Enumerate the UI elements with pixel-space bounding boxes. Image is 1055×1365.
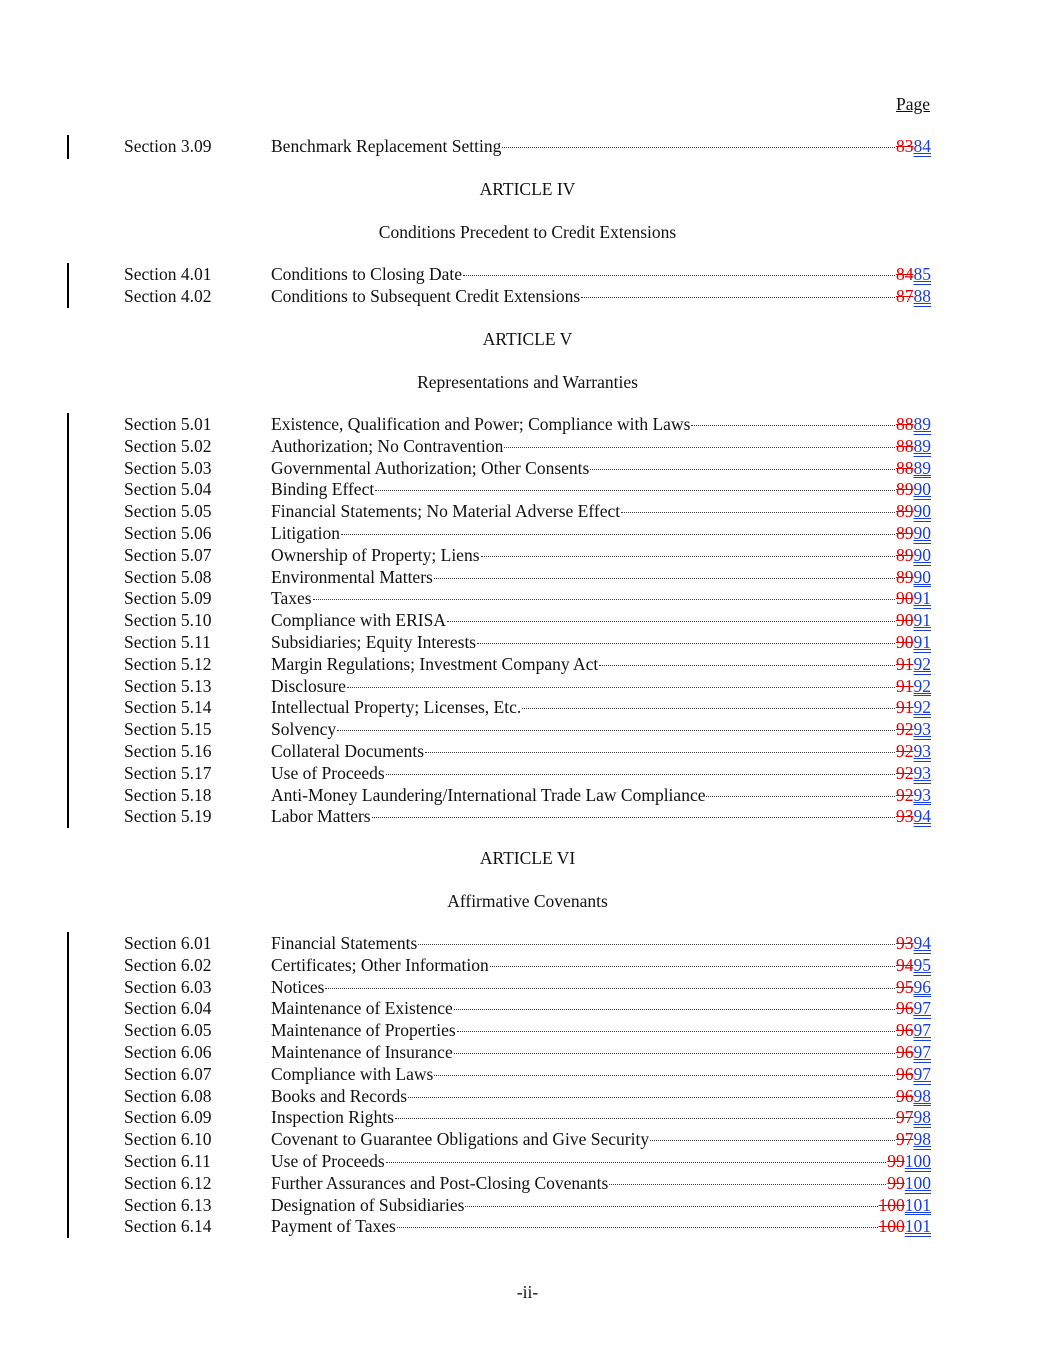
section-title: Financial Statements; No Material Adverse Effect	[271, 501, 621, 522]
toc-entry[interactable]	[0, 719, 1055, 741]
dot-leader	[347, 687, 895, 688]
section-title: Intellectual Property; Licenses, Etc.	[271, 697, 522, 718]
new-page-number: 95	[913, 954, 931, 975]
toc-entry[interactable]	[0, 1151, 1055, 1173]
old-page-number: 99	[887, 1172, 905, 1193]
page-ref	[896, 719, 931, 741]
dot-leader	[397, 1227, 878, 1228]
section-number: Section 5.03	[124, 457, 212, 478]
section-title: Covenant to Guarantee Obligations and Give Security	[271, 1129, 650, 1150]
page-ref	[896, 955, 931, 977]
dot-leader	[372, 817, 895, 818]
toc-entry[interactable]	[0, 286, 1055, 308]
dot-leader	[481, 556, 895, 557]
page-ref	[896, 523, 931, 545]
dot-leader	[418, 944, 895, 945]
page-ref	[896, 414, 931, 436]
toc-entry[interactable]	[0, 414, 1055, 436]
section-title: Benchmark Replacement Setting	[271, 136, 502, 156]
dot-leader	[408, 1097, 895, 1098]
toc-group-article-iv	[0, 264, 1055, 308]
section-title: Maintenance of Insurance	[271, 1041, 453, 1062]
section-title: Payment of Taxes	[271, 1216, 396, 1237]
toc-group-article-vi	[0, 933, 1055, 1238]
new-page-number: 89	[913, 414, 931, 434]
toc-entry[interactable]	[0, 588, 1055, 610]
page-ref	[896, 632, 931, 654]
dot-leader	[454, 1053, 895, 1054]
page-ref	[896, 479, 931, 501]
section-number: Section 5.15	[124, 719, 212, 740]
section-number: Section 6.08	[124, 1085, 212, 1106]
section-number: Section 5.19	[124, 806, 212, 827]
page-ref	[896, 436, 931, 458]
section-title: Compliance with ERISA	[271, 610, 446, 631]
section-title: Labor Matters	[271, 806, 371, 827]
new-page-number: 92	[913, 697, 931, 718]
dot-leader	[325, 988, 895, 989]
page-ref	[896, 654, 931, 676]
toc-entry[interactable]	[0, 436, 1055, 458]
page-ref	[896, 588, 931, 610]
page-ref	[896, 136, 931, 158]
section-title: Ownership of Property; Liens	[271, 544, 480, 565]
old-page-number: 89	[896, 479, 914, 500]
toc-entry[interactable]	[0, 654, 1055, 676]
section-title: Conditions to Closing Date	[271, 264, 463, 284]
dot-leader	[621, 512, 895, 513]
page-number-footer: -ii-	[516, 1282, 539, 1302]
article-heading: ARTICLE V	[482, 329, 573, 349]
dot-leader	[706, 796, 895, 797]
old-page-number: 95	[896, 976, 914, 997]
toc-entry[interactable]	[0, 1086, 1055, 1108]
toc-group-3	[0, 136, 1055, 158]
new-page-number: 93	[913, 740, 931, 761]
old-page-number: 92	[896, 784, 914, 805]
section-number: Section 6.09	[124, 1107, 212, 1128]
toc-entry[interactable]	[0, 785, 1055, 807]
dot-leader	[447, 621, 895, 622]
new-page-number: 96	[913, 976, 931, 997]
old-page-number: 88	[896, 414, 914, 434]
toc-entry[interactable]	[0, 697, 1055, 719]
dot-leader	[395, 1118, 895, 1119]
section-title: Governmental Authorization; Other Consents	[271, 457, 590, 478]
toc-group-article-v	[0, 414, 1055, 828]
section-title: Notices	[271, 976, 325, 997]
page-ref	[896, 1129, 931, 1151]
old-page-number: 96	[896, 1020, 914, 1041]
new-page-number: 89	[913, 435, 931, 456]
new-page-number: 94	[913, 933, 931, 953]
section-number: Section 6.04	[124, 998, 212, 1019]
dot-leader	[434, 578, 895, 579]
section-number: Section 6.02	[124, 954, 212, 975]
section-title: Margin Regulations; Investment Company Act	[271, 653, 599, 674]
new-page-number: 91	[913, 610, 931, 631]
section-title: Environmental Matters	[271, 566, 433, 587]
old-page-number: 93	[896, 933, 914, 953]
section-number: Section 6.01	[124, 933, 212, 953]
section-number: Section 5.01	[124, 414, 212, 434]
old-page-number: 96	[896, 998, 914, 1019]
page-ref	[896, 763, 931, 785]
section-number: Section 5.12	[124, 653, 212, 674]
old-page-number: 97	[896, 1107, 914, 1128]
page-ref	[896, 501, 931, 523]
toc-entry[interactable]	[0, 1020, 1055, 1042]
page-ref	[896, 1086, 931, 1108]
old-page-number: 89	[896, 522, 914, 543]
toc-entry[interactable]	[0, 763, 1055, 785]
dot-leader	[454, 1009, 895, 1010]
dot-leader	[386, 1162, 887, 1163]
section-title: Taxes	[271, 588, 312, 609]
old-page-number: 93	[896, 806, 914, 827]
dot-leader	[434, 1075, 895, 1076]
section-number: Section 5.13	[124, 675, 212, 696]
page-ref	[879, 1195, 932, 1217]
old-page-number: 88	[896, 435, 914, 456]
section-title: Maintenance of Existence	[271, 998, 453, 1019]
dot-leader	[599, 665, 895, 666]
dot-leader	[650, 1140, 895, 1141]
new-page-number: 90	[913, 522, 931, 543]
old-page-number: 94	[896, 954, 914, 975]
section-title: Compliance with Laws	[271, 1063, 434, 1084]
new-page-number: 91	[913, 588, 931, 609]
page-ref	[896, 1107, 931, 1129]
toc-entry[interactable]	[0, 479, 1055, 501]
new-page-number: 92	[913, 653, 931, 674]
old-page-number: 90	[896, 610, 914, 631]
page-ref	[896, 567, 931, 589]
old-page-number: 89	[896, 501, 914, 522]
new-page-number: 90	[913, 479, 931, 500]
old-page-number: 91	[896, 697, 914, 718]
page-ref	[896, 286, 931, 308]
old-page-number: 90	[896, 631, 914, 652]
article-heading: ARTICLE VI	[479, 848, 576, 868]
section-title: Anti-Money Laundering/International Trade Law Compliance	[271, 784, 706, 805]
section-title: Inspection Rights	[271, 1107, 394, 1128]
section-title: Certificates; Other Information	[271, 954, 489, 975]
page-ref	[887, 1173, 931, 1195]
section-number: Section 3.09	[124, 136, 212, 156]
new-page-number: 100	[904, 1150, 931, 1171]
old-page-number: 89	[896, 566, 914, 587]
new-page-number: 90	[913, 501, 931, 522]
section-number: Section 6.07	[124, 1063, 212, 1084]
section-number: Section 6.03	[124, 976, 212, 997]
page-ref	[896, 676, 931, 698]
new-page-number: 97	[913, 1020, 931, 1041]
old-page-number: 96	[896, 1063, 914, 1084]
section-number: Section 6.12	[124, 1172, 212, 1193]
section-number: Section 6.10	[124, 1129, 212, 1150]
old-page-number: 100	[878, 1194, 905, 1215]
section-number: Section 5.02	[124, 435, 212, 456]
page-ref	[896, 741, 931, 763]
dot-leader	[581, 297, 895, 298]
dot-leader	[313, 599, 895, 600]
page-ref	[896, 610, 931, 632]
section-title: Disclosure	[271, 675, 346, 696]
new-page-number: 84	[913, 136, 931, 156]
section-number: Section 5.14	[124, 697, 212, 718]
page-ref	[896, 977, 931, 999]
section-title: Use of Proceeds	[271, 762, 385, 783]
page-ref	[896, 998, 931, 1020]
page-ref	[896, 545, 931, 567]
new-page-number: 100	[904, 1172, 931, 1193]
toc-entry[interactable]	[0, 1173, 1055, 1195]
section-title: Solvency	[271, 719, 337, 740]
old-page-number: 91	[896, 653, 914, 674]
new-page-number: 85	[913, 264, 931, 284]
toc-entry[interactable]	[0, 264, 1055, 286]
section-number: Section 5.18	[124, 784, 212, 805]
page-ref	[879, 1216, 932, 1238]
section-title: Further Assurances and Post-Closing Covenants	[271, 1172, 609, 1193]
section-title: Use of Proceeds	[271, 1150, 385, 1171]
toc-entry[interactable]	[0, 741, 1055, 763]
section-number: Section 5.04	[124, 479, 212, 500]
section-number: Section 5.05	[124, 501, 212, 522]
new-page-number: 91	[913, 631, 931, 652]
new-page-number: 94	[913, 806, 931, 827]
new-page-number: 93	[913, 762, 931, 783]
toc-entry[interactable]	[0, 501, 1055, 523]
page-ref	[896, 458, 931, 480]
new-page-number: 98	[913, 1129, 931, 1150]
dot-leader	[477, 643, 895, 644]
toc-entry[interactable]	[0, 1129, 1055, 1151]
page-ref	[896, 1064, 931, 1086]
section-number: Section 5.11	[124, 631, 211, 652]
section-number: Section 5.08	[124, 566, 212, 587]
page-ref	[896, 933, 931, 955]
toc-entry[interactable]	[0, 998, 1055, 1020]
dot-leader	[341, 534, 895, 535]
old-page-number: 83	[896, 136, 914, 156]
old-page-number: 87	[896, 285, 914, 306]
dot-leader	[465, 1206, 877, 1207]
old-page-number: 92	[896, 740, 914, 761]
new-page-number: 90	[913, 544, 931, 565]
section-number: Section 5.16	[124, 740, 212, 761]
new-page-number: 92	[913, 675, 931, 696]
section-number: Section 6.14	[124, 1216, 212, 1237]
section-number: Section 6.13	[124, 1194, 212, 1215]
toc-entry[interactable]	[0, 1195, 1055, 1217]
section-title: Conditions to Subsequent Credit Extensions	[271, 285, 581, 306]
new-page-number: 98	[913, 1085, 931, 1106]
article-heading: ARTICLE IV	[479, 179, 576, 199]
new-page-number: 88	[913, 285, 931, 306]
dot-leader	[609, 1184, 886, 1185]
page-column-header: Page	[895, 94, 930, 114]
section-title: Authorization; No Contravention	[271, 435, 504, 456]
section-title: Collateral Documents	[271, 740, 425, 761]
dot-leader	[463, 275, 895, 276]
dot-leader	[386, 774, 895, 775]
dot-leader	[425, 752, 895, 753]
section-title: Subsidiaries; Equity Interests	[271, 631, 477, 652]
section-title: Financial Statements	[271, 933, 418, 953]
new-page-number: 93	[913, 784, 931, 805]
section-title: Books and Records	[271, 1085, 408, 1106]
old-page-number: 90	[896, 588, 914, 609]
page-ref	[896, 1042, 931, 1064]
toc-entry[interactable]	[0, 1042, 1055, 1064]
dot-leader	[337, 730, 895, 731]
page-ref	[896, 1020, 931, 1042]
old-page-number: 97	[896, 1129, 914, 1150]
old-page-number: 96	[896, 1041, 914, 1062]
toc-entry[interactable]	[0, 977, 1055, 999]
section-title: Existence, Qualification and Power; Compliance with Laws	[271, 414, 691, 434]
article-subtitle: Representations and Warranties	[417, 372, 638, 392]
page-ref	[896, 264, 931, 286]
page-ref	[896, 806, 931, 828]
page-ref	[887, 1151, 931, 1173]
page-ref	[896, 785, 931, 807]
dot-leader	[504, 447, 895, 448]
section-number: Section 5.06	[124, 522, 212, 543]
new-page-number: 98	[913, 1107, 931, 1128]
toc-entry[interactable]	[0, 567, 1055, 589]
dot-leader	[502, 147, 895, 148]
section-number: Section 6.05	[124, 1020, 212, 1041]
dot-leader	[457, 1031, 895, 1032]
article-subtitle: Affirmative Covenants	[447, 891, 608, 911]
new-page-number: 90	[913, 566, 931, 587]
old-page-number: 92	[896, 762, 914, 783]
article-subtitle: Conditions Precedent to Credit Extensions	[378, 222, 677, 242]
section-title: Binding Effect	[271, 479, 375, 500]
section-number: Section 5.17	[124, 762, 212, 783]
section-number: Section 4.02	[124, 285, 212, 306]
old-page-number: 91	[896, 675, 914, 696]
dot-leader	[490, 966, 895, 967]
dot-leader	[522, 708, 895, 709]
page-ref	[896, 697, 931, 719]
toc-entry[interactable]	[0, 632, 1055, 654]
new-page-number: 97	[913, 1063, 931, 1084]
new-page-number: 97	[913, 998, 931, 1019]
toc-entry[interactable]	[0, 136, 1055, 158]
old-page-number: 99	[887, 1150, 905, 1171]
toc-entry[interactable]	[0, 933, 1055, 955]
old-page-number: 89	[896, 544, 914, 565]
old-page-number: 84	[896, 264, 914, 284]
toc-entry[interactable]	[0, 955, 1055, 977]
toc-entry[interactable]	[0, 1216, 1055, 1238]
new-page-number: 93	[913, 719, 931, 740]
dot-leader	[691, 425, 895, 426]
section-number: Section 5.07	[124, 544, 212, 565]
section-number: Section 6.11	[124, 1150, 211, 1171]
old-page-number: 88	[896, 457, 914, 478]
old-page-number: 100	[878, 1216, 905, 1237]
toc-entry[interactable]	[0, 676, 1055, 698]
toc-entry[interactable]	[0, 523, 1055, 545]
section-title: Litigation	[271, 522, 341, 543]
toc-entry[interactable]	[0, 545, 1055, 567]
new-page-number: 101	[904, 1216, 931, 1237]
toc-entry[interactable]	[0, 1107, 1055, 1129]
new-page-number: 97	[913, 1041, 931, 1062]
old-page-number: 96	[896, 1085, 914, 1106]
section-number: Section 6.06	[124, 1041, 212, 1062]
dot-leader	[375, 490, 895, 491]
toc-entry[interactable]	[0, 610, 1055, 632]
section-number: Section 5.09	[124, 588, 212, 609]
toc-entry[interactable]	[0, 458, 1055, 480]
old-page-number: 92	[896, 719, 914, 740]
section-title: Designation of Subsidiaries	[271, 1194, 465, 1215]
toc-entry[interactable]	[0, 806, 1055, 828]
section-title: Maintenance of Properties	[271, 1020, 456, 1041]
new-page-number: 101	[904, 1194, 931, 1215]
new-page-number: 89	[913, 457, 931, 478]
dot-leader	[590, 469, 895, 470]
section-number: Section 5.10	[124, 610, 212, 631]
toc-entry[interactable]	[0, 1064, 1055, 1086]
section-number: Section 4.01	[124, 264, 212, 284]
